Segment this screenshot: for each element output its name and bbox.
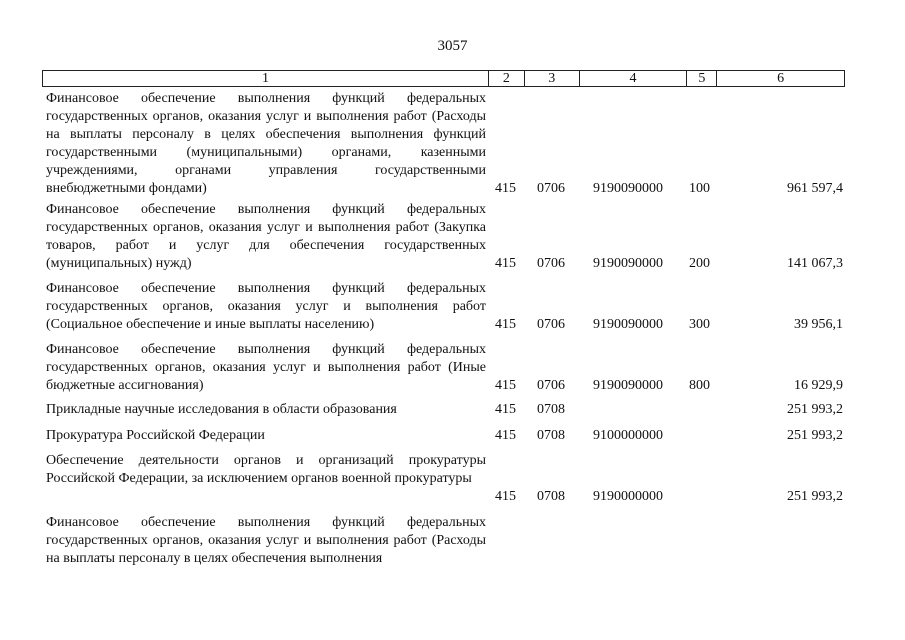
table-row <box>42 401 845 419</box>
cell-col-5: 200 <box>689 256 710 271</box>
table-row <box>42 427 845 445</box>
cell-col-6: 251 993,2 <box>787 489 843 504</box>
row-description: Финансовое обеспечение выполнения функций федеральных государственных органов, оказания услуг и выполнения работ (Иные бюджетные ассигнования) <box>46 342 486 393</box>
cell-col-2: 415 <box>495 181 516 196</box>
row-description: Обеспечение деятельности органов и организаций прокуратуры Российской Федерации, за исключением органов военной прокуратуры <box>46 453 486 486</box>
table-row <box>42 201 845 273</box>
cell-col-3: 0708 <box>537 428 565 443</box>
table-row <box>42 452 845 506</box>
header-col-5: 5 <box>686 71 716 86</box>
cell-col-4: 9190090000 <box>593 256 663 271</box>
cell-col-4: 9190090000 <box>593 378 663 393</box>
cell-col-4: 9100000000 <box>593 428 663 443</box>
row-description: Прикладные научные исследования в области образования <box>46 402 397 417</box>
cell-col-3: 0708 <box>537 489 565 504</box>
cell-col-4: 9190090000 <box>593 317 663 332</box>
cell-col-6: 251 993,2 <box>787 402 843 417</box>
cell-col-3: 0706 <box>537 378 565 393</box>
cell-col-4: 9190000000 <box>593 489 663 504</box>
row-description: Финансовое обеспечение выполнения функций федеральных государственных органов, оказания услуг и выполнения работ (Расходы на выплаты персоналу в целях обеспечения выполнения <box>46 515 486 566</box>
cell-col-2: 415 <box>495 317 516 332</box>
table-row <box>42 280 845 334</box>
cell-col-5: 300 <box>689 317 710 332</box>
cell-col-5: 800 <box>689 378 710 393</box>
cell-col-2: 415 <box>495 256 516 271</box>
row-description: Финансовое обеспечение выполнения функций федеральных государственных органов, оказания услуг и выполнения работ (Закупка товаров, работ и услуг для обеспечения государственных (муниципальных) нужд) <box>46 202 486 271</box>
cell-col-6: 39 956,1 <box>794 317 843 332</box>
cell-col-2: 415 <box>495 402 516 417</box>
header-col-2: 2 <box>488 71 524 86</box>
cell-col-5: 100 <box>689 181 710 196</box>
table-row <box>42 90 845 198</box>
header-col-6: 6 <box>716 71 844 86</box>
cell-col-3: 0708 <box>537 402 565 417</box>
row-description: Финансовое обеспечение выполнения функций федеральных государственных органов, оказания услуг и выполнения работ (Расходы на выплаты персоналу в целях обеспечения выполнения функций государственными (муниципальными) органами, казенными учреждениями, органами управления государственными внебюджетными фондами) <box>46 91 486 196</box>
row-description: Финансовое обеспечение выполнения функций федеральных государственных органов, оказания услуг и выполнения работ (Социальное обеспечение и иные выплаты населению) <box>46 281 486 332</box>
page-number: 3057 <box>437 38 468 54</box>
header-col-3: 3 <box>524 71 579 86</box>
cell-col-3: 0706 <box>537 317 565 332</box>
header-col-1: 1 <box>261 71 269 86</box>
cell-col-6: 141 067,3 <box>787 256 843 271</box>
header-col-4: 4 <box>579 71 687 86</box>
table-row <box>42 341 845 395</box>
cell-col-2: 415 <box>495 428 516 443</box>
cell-col-3: 0706 <box>537 181 565 196</box>
cell-col-3: 0706 <box>537 256 565 271</box>
cell-col-2: 415 <box>495 489 516 504</box>
row-description: Прокуратура Российской Федерации <box>46 428 265 443</box>
cell-col-6: 961 597,4 <box>787 181 843 196</box>
table-header <box>42 70 845 87</box>
cell-col-2: 415 <box>495 378 516 393</box>
cell-col-4: 9190090000 <box>593 181 663 196</box>
cell-col-6: 251 993,2 <box>787 428 843 443</box>
cell-col-6: 16 929,9 <box>794 378 843 393</box>
table-row <box>42 514 845 568</box>
